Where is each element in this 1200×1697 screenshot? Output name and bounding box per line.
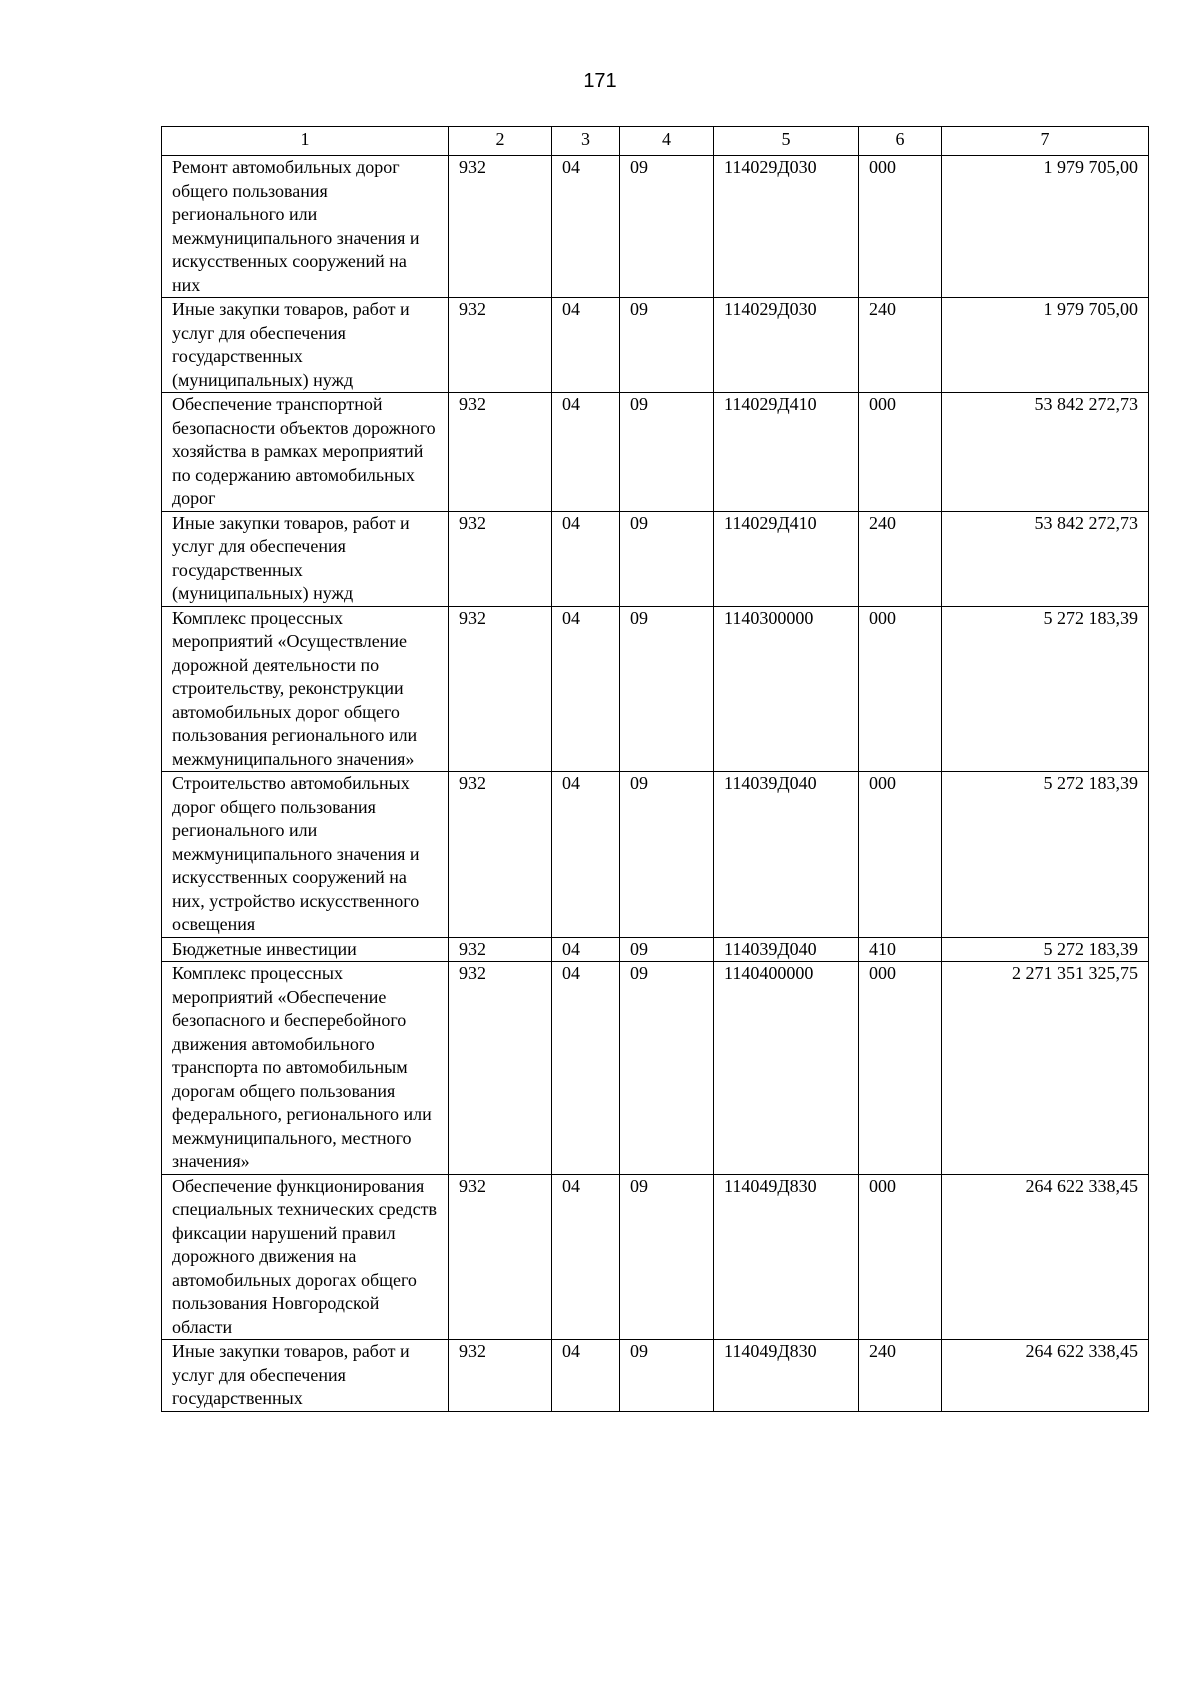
table-row [162,298,1149,393]
subsection-code-cell: 09 [620,772,714,938]
amount-cell: 53 842 272,73 [942,511,1149,606]
amount-cell: 5 272 183,39 [942,606,1149,772]
target-article-cell: 114049Д830 [714,1174,859,1340]
expense-name-cell: Комплекс процессных мероприятий «Обеспечение безопасного и бесперебойного движения автомобильного транспорта по автомобильным дорогам общего пользования федерального, регионального или межмуниципального, местного значения» [162,962,449,1175]
table-row [162,962,1149,1175]
amount-cell: 264 622 338,45 [942,1340,1149,1412]
subsection-code-cell: 09 [620,1174,714,1340]
subsection-code-cell: 09 [620,511,714,606]
table-row [162,1340,1149,1412]
table-header-row [162,127,1149,156]
expense-type-cell: 240 [859,1340,942,1412]
table-row [162,156,1149,298]
table-row [162,772,1149,938]
amount-cell: 5 272 183,39 [942,937,1149,962]
ministry-code-cell: 932 [449,1174,552,1340]
target-article-cell: 114029Д030 [714,156,859,298]
target-article-cell: 114049Д830 [714,1340,859,1412]
table-row [162,1174,1149,1340]
subsection-code-cell: 09 [620,156,714,298]
expense-name-cell: Ремонт автомобильных дорог общего пользования регионального или межмуниципального значения и искусственных сооружений на них [162,156,449,298]
column-header: 5 [714,127,859,156]
page-number: 171 [583,70,617,92]
expense-type-cell: 240 [859,298,942,393]
expense-name-cell: Строительство автомобильных дорог общего пользования регионального или межмуниципального значения и искусственных сооружений на них, устройство искусственного освещения [162,772,449,938]
expense-name-cell: Иные закупки товаров, работ и услуг для обеспечения государственных (муниципальных) нужд [162,511,449,606]
subsection-code-cell: 09 [620,962,714,1175]
subsection-code-cell: 09 [620,606,714,772]
column-header: 3 [552,127,620,156]
section-code-cell: 04 [552,606,620,772]
expense-name-cell: Иные закупки товаров, работ и услуг для обеспечения государственных (муниципальных) нужд [162,298,449,393]
expense-type-cell: 000 [859,393,942,512]
table-row [162,937,1149,962]
expense-type-cell: 410 [859,937,942,962]
section-code-cell: 04 [552,298,620,393]
target-article-cell: 114039Д040 [714,937,859,962]
section-code-cell: 04 [552,1174,620,1340]
expense-type-cell: 000 [859,156,942,298]
amount-cell: 1 979 705,00 [942,298,1149,393]
section-code-cell: 04 [552,156,620,298]
table-row [162,606,1149,772]
expense-type-cell: 000 [859,606,942,772]
section-code-cell: 04 [552,393,620,512]
expense-type-cell: 000 [859,772,942,938]
ministry-code-cell: 932 [449,511,552,606]
target-article-cell: 114029Д410 [714,511,859,606]
ministry-code-cell: 932 [449,298,552,393]
ministry-code-cell: 932 [449,962,552,1175]
ministry-code-cell: 932 [449,1340,552,1412]
ministry-code-cell: 932 [449,606,552,772]
ministry-code-cell: 932 [449,772,552,938]
ministry-code-cell: 932 [449,393,552,512]
amount-cell: 1 979 705,00 [942,156,1149,298]
table-row [162,393,1149,512]
section-code-cell: 04 [552,937,620,962]
ministry-code-cell: 932 [449,156,552,298]
section-code-cell: 04 [552,511,620,606]
section-code-cell: 04 [552,1340,620,1412]
section-code-cell: 04 [552,962,620,1175]
amount-cell: 53 842 272,73 [942,393,1149,512]
expense-name-cell: Комплекс процессных мероприятий «Осуществление дорожной деятельности по строительству, реконструкции автомобильных дорог общего пользования регионального или межмуниципального значения» [162,606,449,772]
target-article-cell: 114029Д410 [714,393,859,512]
amount-cell: 2 271 351 325,75 [942,962,1149,1175]
table-row [162,511,1149,606]
expense-type-cell: 000 [859,962,942,1175]
budget-table [161,126,1149,1412]
subsection-code-cell: 09 [620,937,714,962]
expense-name-cell: Обеспечение транспортной безопасности объектов дорожного хозяйства в рамках мероприятий по содержанию автомобильных дорог [162,393,449,512]
expense-type-cell: 240 [859,511,942,606]
target-article-cell: 114039Д040 [714,772,859,938]
column-header: 2 [449,127,552,156]
subsection-code-cell: 09 [620,393,714,512]
subsection-code-cell: 09 [620,298,714,393]
amount-cell: 264 622 338,45 [942,1174,1149,1340]
column-header: 7 [942,127,1149,156]
expense-name-cell: Обеспечение функционирования специальных технических средств фиксации нарушений правил дорожного движения на автомобильных дорогах общего пользования Новгородской области [162,1174,449,1340]
expense-name-cell: Иные закупки товаров, работ и услуг для обеспечения государственных [162,1340,449,1412]
ministry-code-cell: 932 [449,937,552,962]
amount-cell: 5 272 183,39 [942,772,1149,938]
expense-name-cell: Бюджетные инвестиции [162,937,449,962]
target-article-cell: 1140300000 [714,606,859,772]
column-header: 4 [620,127,714,156]
section-code-cell: 04 [552,772,620,938]
column-header: 1 [162,127,449,156]
column-header: 6 [859,127,942,156]
target-article-cell: 114029Д030 [714,298,859,393]
subsection-code-cell: 09 [620,1340,714,1412]
target-article-cell: 1140400000 [714,962,859,1175]
expense-type-cell: 000 [859,1174,942,1340]
